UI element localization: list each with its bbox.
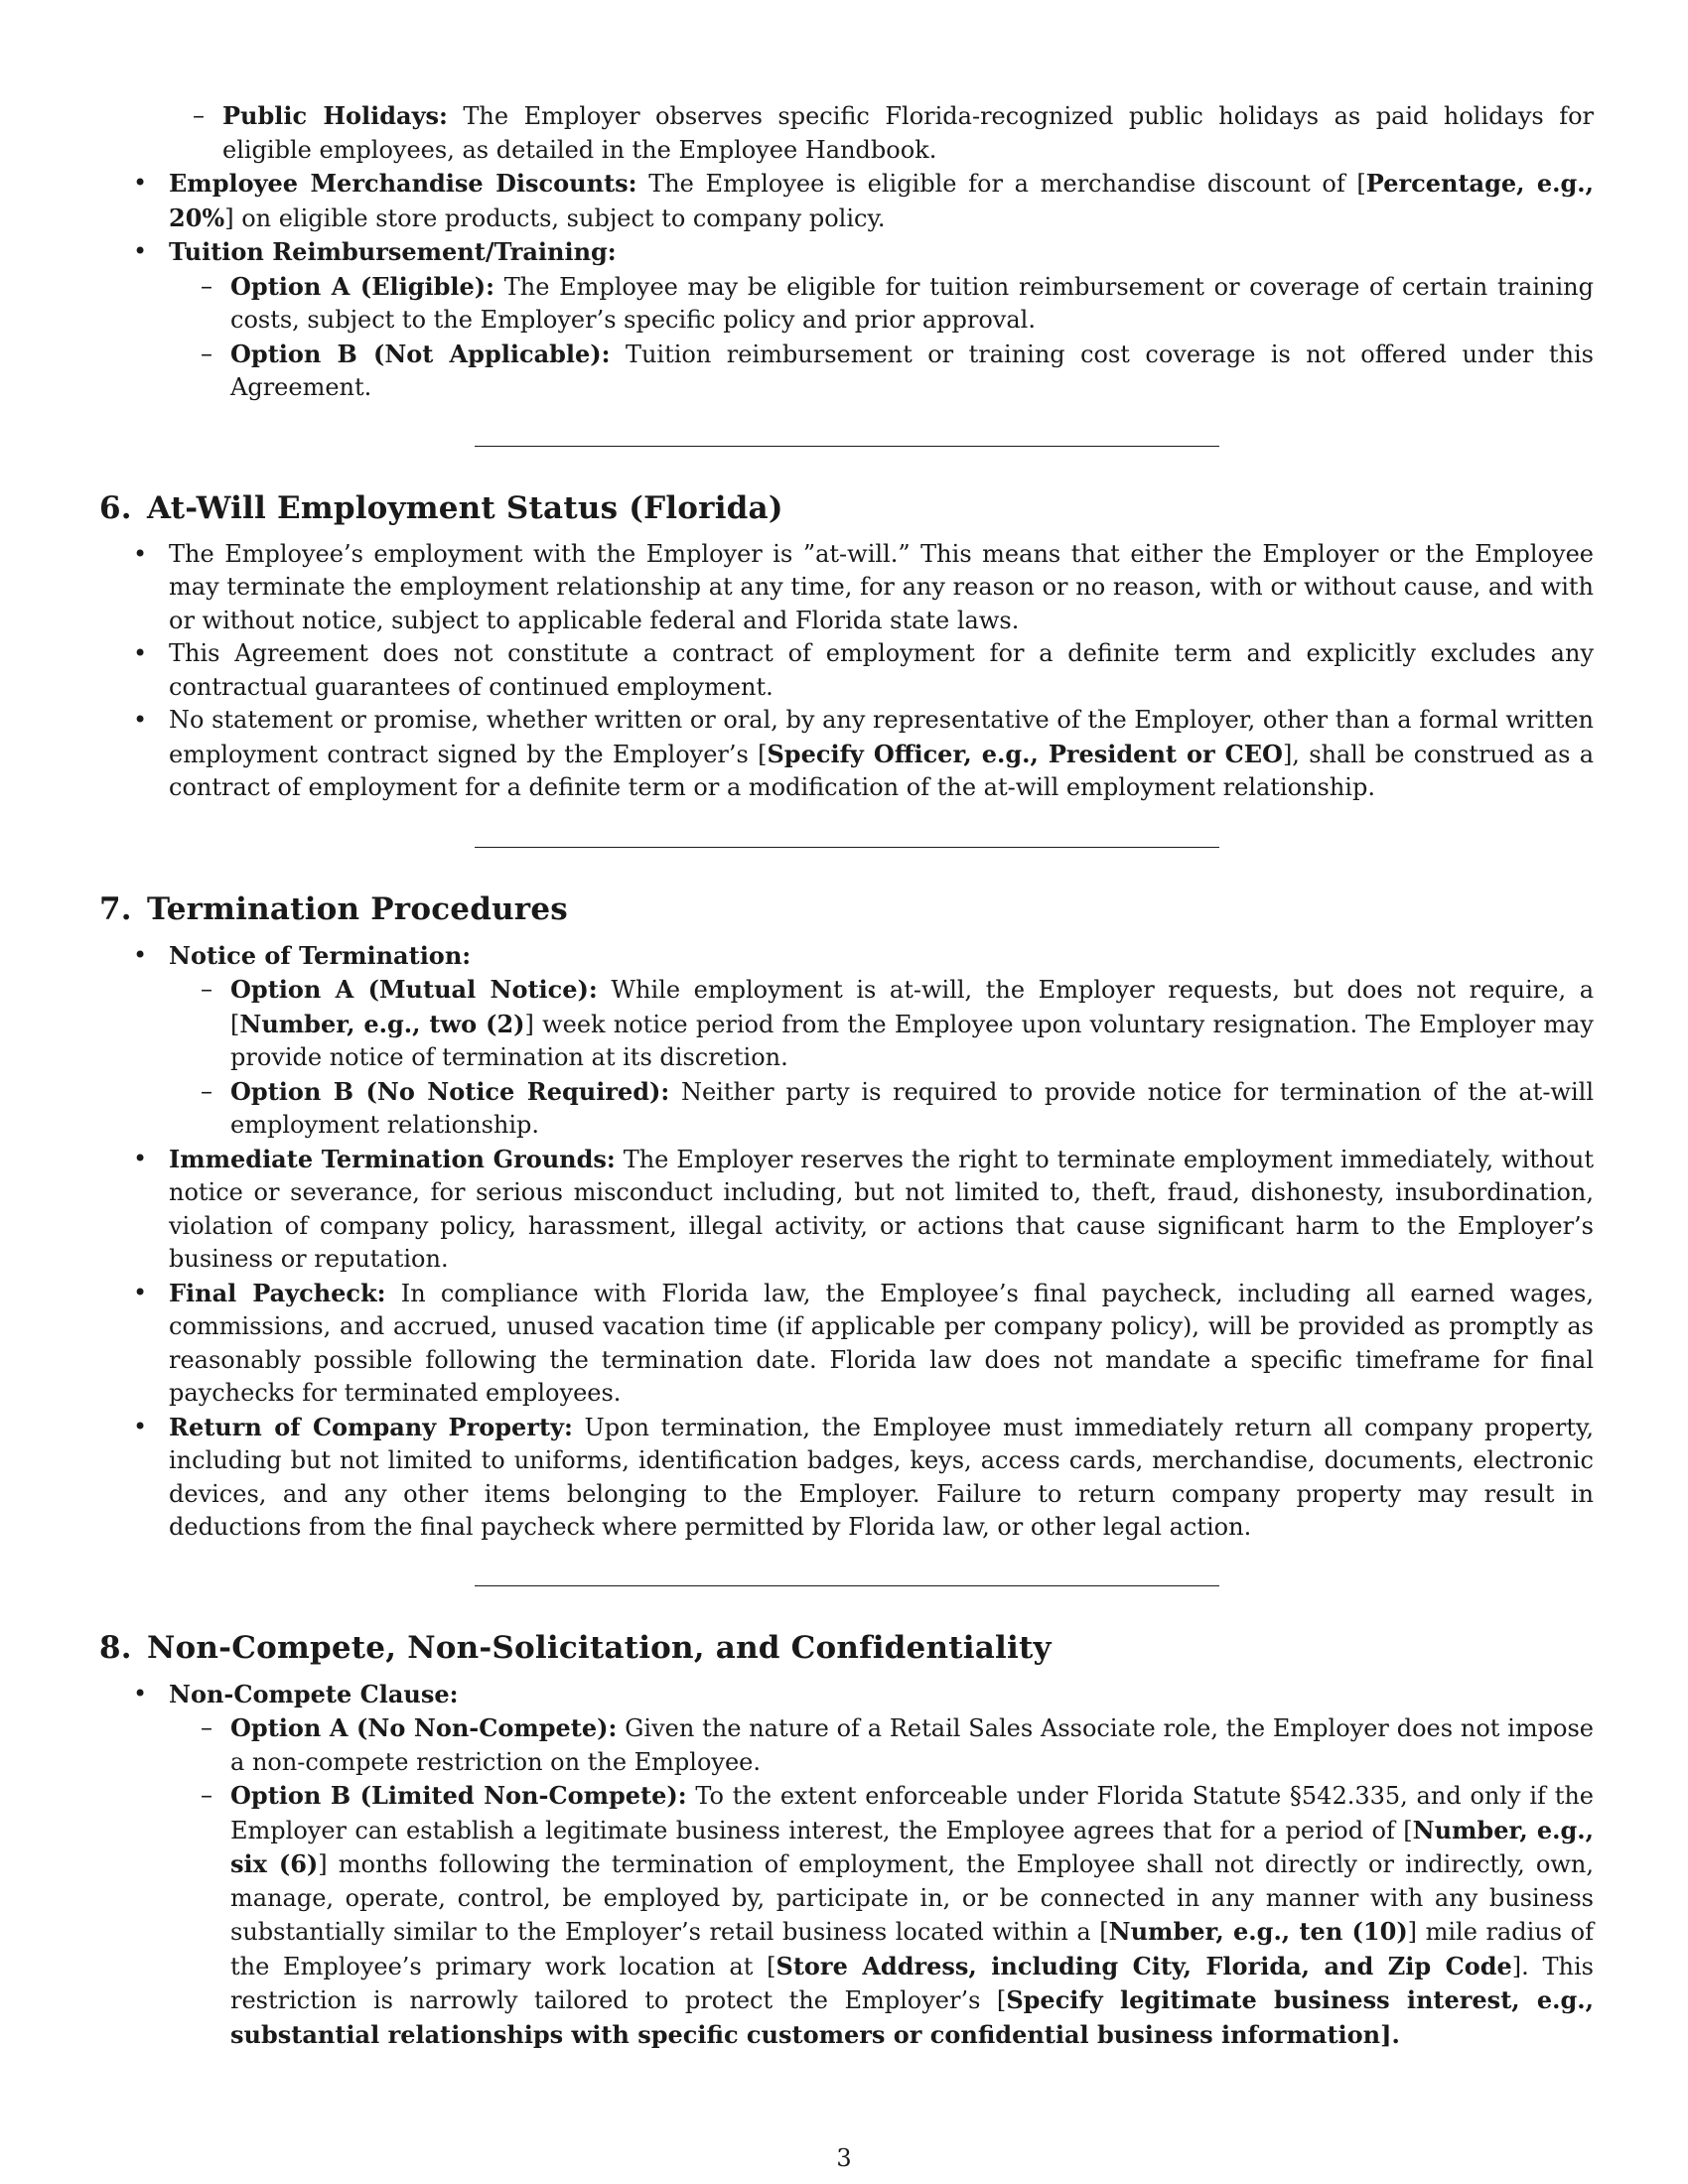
notice-options xyxy=(169,973,1594,1143)
section-8-heading: 8. Non-Compete, Non-Solicitation, and Confidentiality xyxy=(99,1629,1052,1666)
public-holidays-item: – Public Holidays: The Employer observes specific Florida-recognized public holidays as paid holidays for eligible employees, as detailed in the Employee Handbook. xyxy=(161,99,1594,167)
section-7-heading: 7. Termination Procedures xyxy=(99,890,568,927)
benefits-list xyxy=(99,167,1594,405)
section-6-heading: 6. At-Will Employment Status (Florida) xyxy=(99,489,783,526)
merchandise-discount-item: • Employee Merchandise Discounts: The Employee is eligible for a merchandise discount of [Percentage, e.g., 20%] on eligible store products, subject to company policy. xyxy=(99,167,1594,235)
non-compete-option-a: – Option A (No Non-Compete): Given the nature of a Retail Sales Associate role, the Employer does not impose a non-compete restriction on the Employee. xyxy=(169,1711,1594,1779)
non-compete-item: • Non-Compete Clause: – Option A (No Non-Compete): Given the nature of a Retail Sales Associate role, the Employer does not impose a non-compete restriction on the Employee. – Option B (Limited Non-Compete): To the extent enforceable under Florida Statute §542.335, and only if the Employer can establish a legitimate business interest, the Employee agrees that for a period of [Number, e.g., six (6)] months following the termination of employment, the Employee shall not directly or indirectly, own, manage, operate, control, be employed by, participate in, or be connected in any manner with any business substantially similar to the Employer’s retail business located within a [Number, e.g., ten (10)] mile radius of the Employee’s primary work location at [Store Address, including City, Florida, and Zip Code]. This restriction is narrowly tailored to protect the Employer’s [Specify legitimate business interest, e.g., substantial relationships with specific customers or confidential business information]. xyxy=(99,1678,1594,2053)
non-compete-option-b: – Option B (Limited Non-Compete): To the extent enforceable under Florida Statute §542.335, and only if the Employer can establish a legitimate business interest, the Employee agrees that for a period of [Number, e.g., six (6)] months following the termination of employment, the Employee shall not directly or indirectly, own, manage, operate, control, be employed by, participate in, or be connected in any manner with any business substantially similar to the Employer’s retail business located within a [Number, e.g., ten (10)] mile radius of the Employee’s primary work location at [Store Address, including City, Florida, and Zip Code]. This restriction is narrowly tailored to protect the Employer’s [Specify legitimate business interest, e.g., substantial relationships with specific customers or confidential business information]. xyxy=(169,1779,1594,2052)
non-compete-options xyxy=(169,1711,1594,2052)
tuition-item: • Tuition Reimbursement/Training: – Option A (Eligible): The Employee may be eligible for tuition reimbursement or coverage of certain training costs, subject to the Employer’s specific policy and prior approval. – Option B (Not Applicable): Tuition reimbursement or training cost coverage is not offered under this Agreement. xyxy=(99,235,1594,405)
immediate-termination-item: • Immediate Termination Grounds: The Employer reserves the right to terminate employment immediately, without notice or severance, for serious misconduct including, but not limited to, theft, fraud, dishonesty, insubordination, violation of company policy, harassment, illegal activity, or actions that cause significant harm to the Employer’s business or reputation. xyxy=(99,1143,1594,1277)
page-content xyxy=(99,99,1594,2052)
section-7-list xyxy=(99,939,1594,1545)
section-divider xyxy=(475,847,1219,848)
at-will-item-3: • No statement or promise, whether written or oral, by any representative of the Employer, other than a formal written employment contract signed by the Employer’s [Specify Officer, e.g., President or CEO], shall be construed as a contract of employment for a definite term or a modification of the at-will employment relationship. xyxy=(99,704,1594,805)
notice-of-termination-item: • Notice of Termination: – Option A (Mutual Notice): While employment is at-will, the Employer requests, but does not require, a [Number, e.g., two (2)] week notice period from the Employee upon voluntary resignation. The Employer may provide notice of termination at its discretion. – Option B (No Notice Required): Neither party is required to provide notice for termination of the at-will employment relationship. xyxy=(99,939,1594,1143)
return-property-item: • Return of Company Property: Upon termination, the Employee must immediately return all company property, including but not limited to uniforms, identification badges, keys, access cards, merchandise, documents, electronic devices, and any other items belonging to the Employer. Failure to return company property may result in deductions from the final paycheck where permitted by Florida law, or other legal action. xyxy=(99,1411,1594,1545)
section-6-list xyxy=(99,538,1594,805)
at-will-item-1: • The Employee’s employment with the Employer is ”at-will.” This means that either the Employer or the Employee may terminate the employment relationship at any time, for any reason or no reason, with or without cause, and with or without notice, subject to applicable federal and Florida state laws. xyxy=(99,538,1594,638)
at-will-item-2: • This Agreement does not constitute a contract of employment for a definite term and explicitly excludes any contractual guarantees of continued employment. xyxy=(99,637,1594,704)
benefits-sublist-top xyxy=(161,99,1594,167)
section-divider xyxy=(475,1585,1219,1586)
page-number: 3 xyxy=(836,2144,852,2172)
final-paycheck-item: • Final Paycheck: In compliance with Florida law, the Employee’s final paycheck, including all earned wages, commissions, and accrued, unused vacation time (if applicable per company policy), will be provided as promptly as reasonably possible following the termination date. Florida law does not mandate a specific timeframe for final paychecks for terminated employees. xyxy=(99,1277,1594,1411)
notice-option-b: – Option B (No Notice Required): Neither party is required to provide notice for termination of the at-will employment relationship. xyxy=(169,1075,1594,1143)
tuition-option-a: – Option A (Eligible): The Employee may be eligible for tuition reimbursement or coverage of certain training costs, subject to the Employer’s specific policy and prior approval. xyxy=(169,270,1594,338)
tuition-option-b: – Option B (Not Applicable): Tuition reimbursement or training cost coverage is not offered under this Agreement. xyxy=(169,338,1594,405)
tuition-options xyxy=(169,270,1594,405)
section-divider xyxy=(475,446,1219,447)
notice-option-a: – Option A (Mutual Notice): While employment is at-will, the Employer requests, but does not require, a [Number, e.g., two (2)] week notice period from the Employee upon voluntary resignation. The Employer may provide notice of termination at its discretion. xyxy=(169,973,1594,1075)
section-8-list xyxy=(99,1678,1594,2053)
